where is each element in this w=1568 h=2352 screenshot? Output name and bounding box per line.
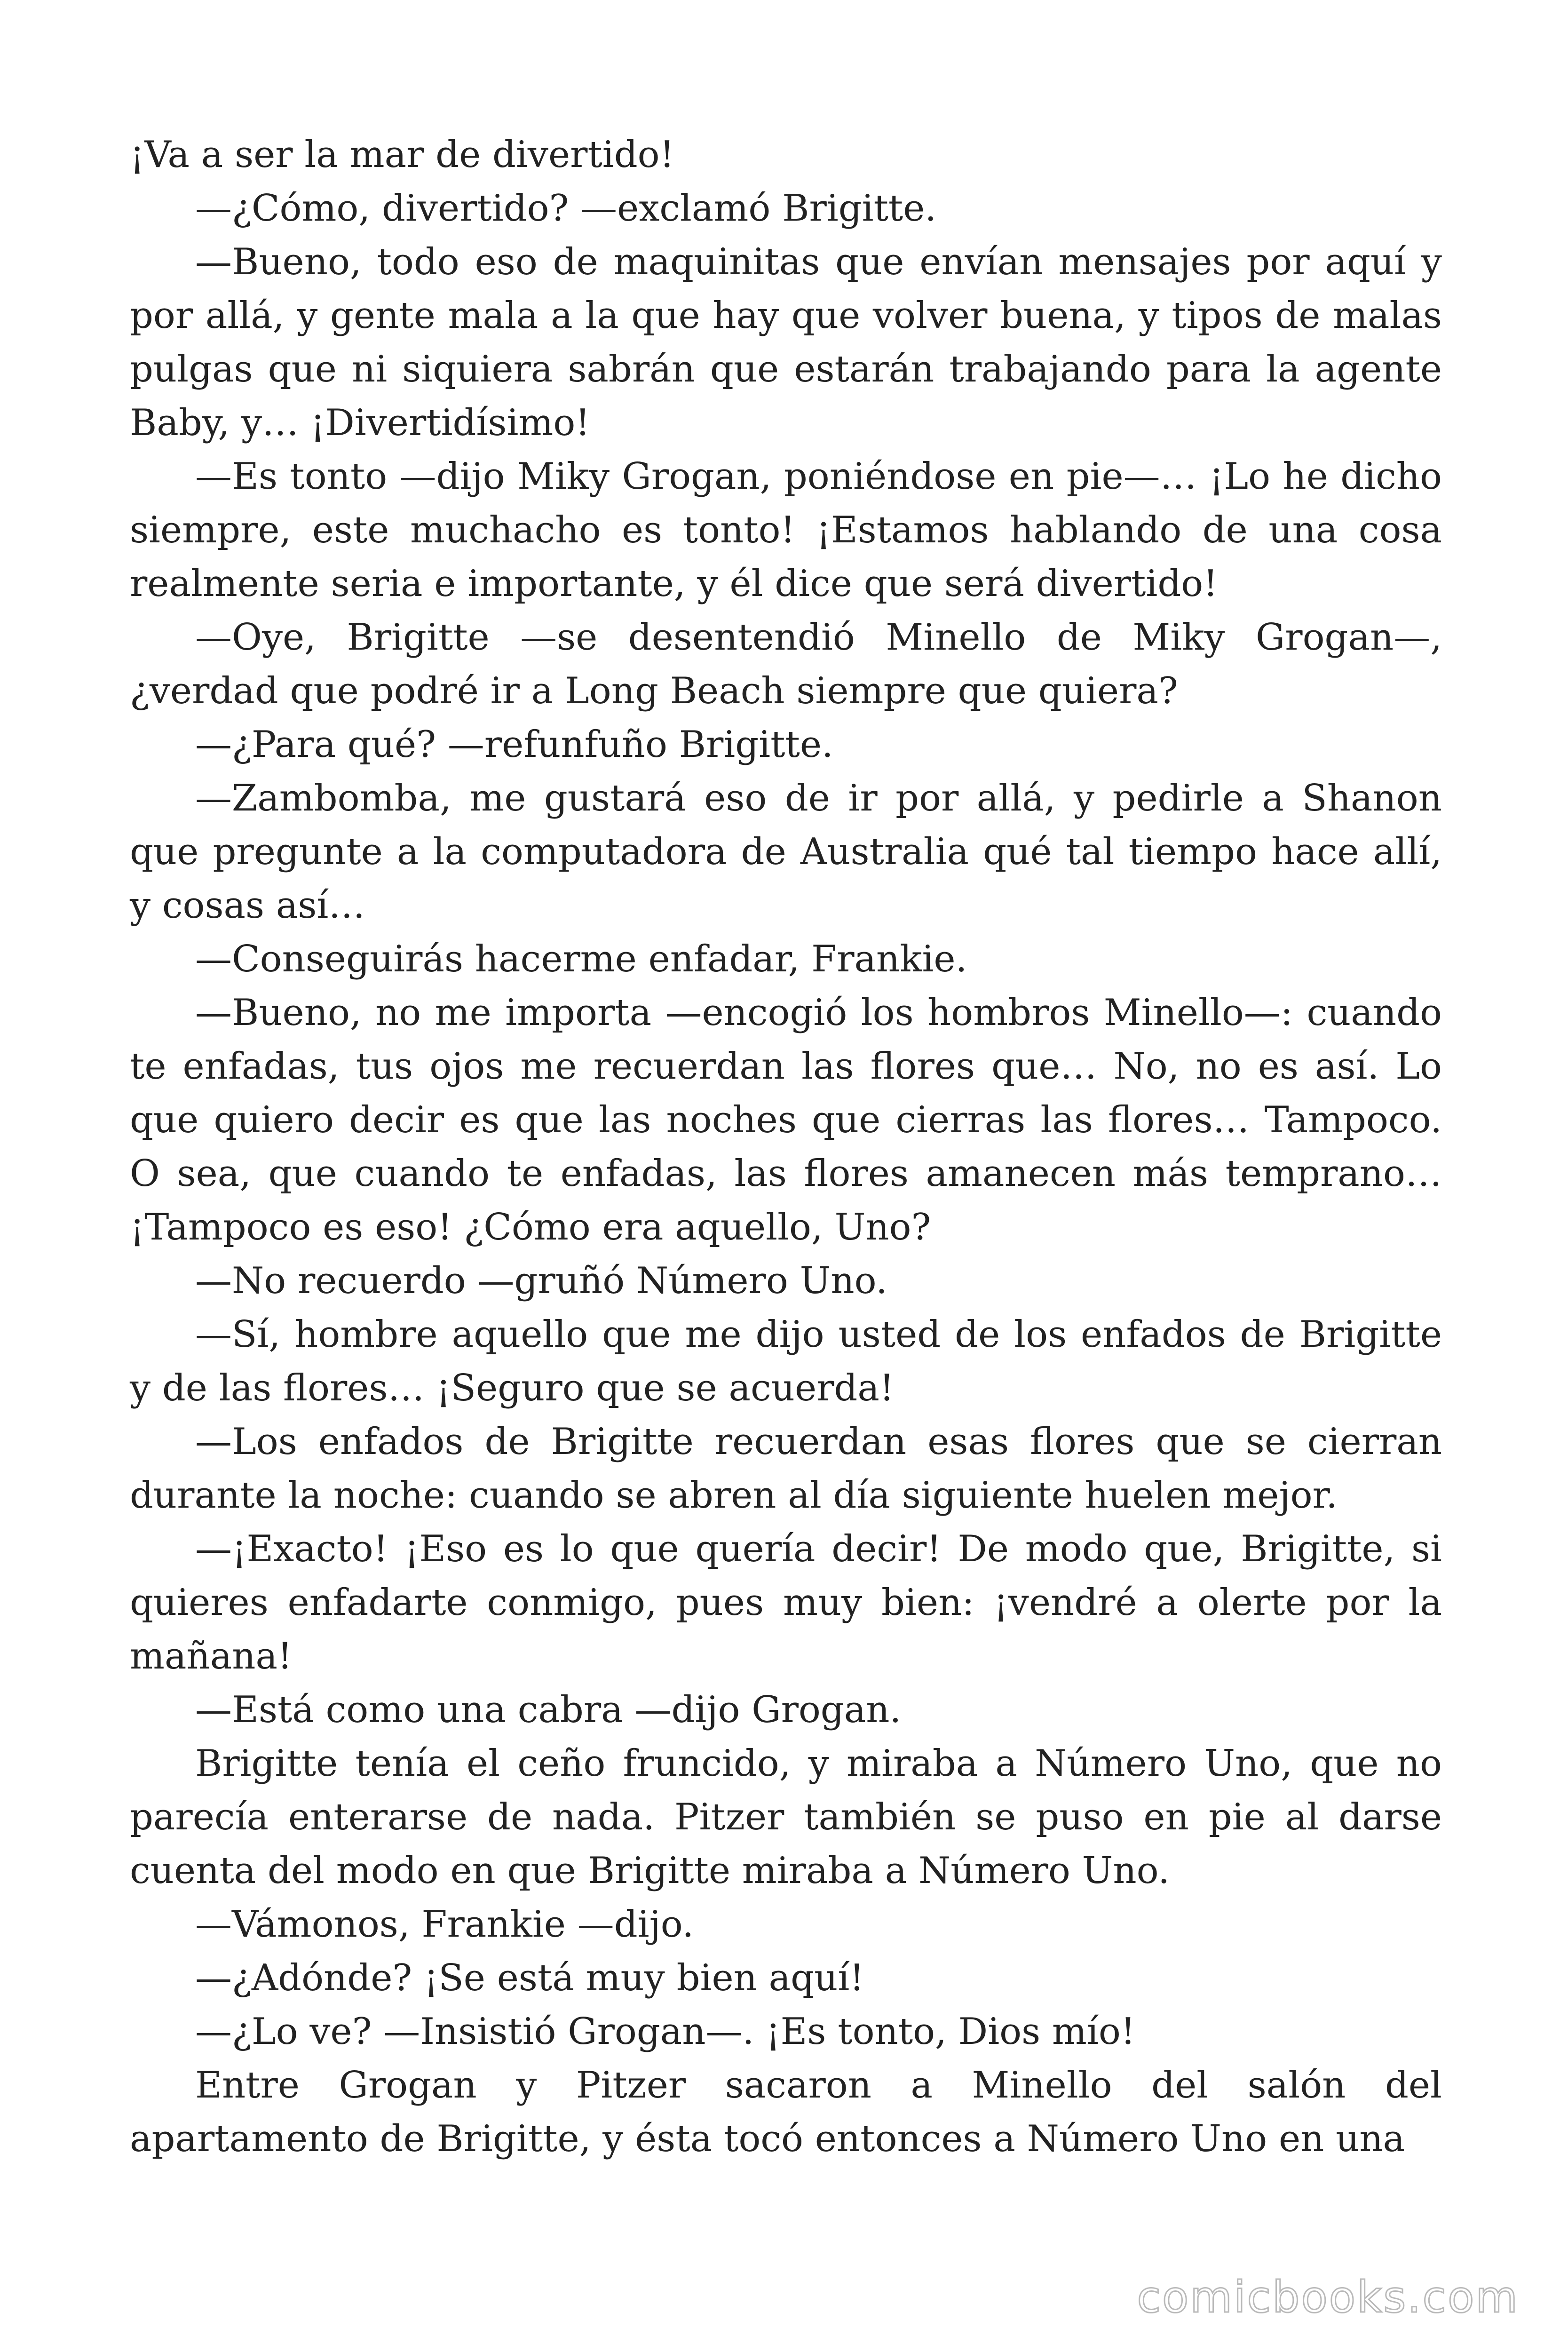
watermark: comicbooks.com bbox=[1137, 2272, 1519, 2322]
paragraph-4: —Oye, Brigitte —se desentendió Minello de Miky Grogan—, ¿verdad que podré ir a Long Beach siempre que quiera? bbox=[130, 616, 1442, 712]
paragraph-3: —Es tonto —dijo Miky Grogan, poniéndose en pie—… ¡Lo he dicho siempre, este muchacho es tonto! ¡Estamos hablando de una cosa realmente seria e importante, y él dice que será divertido! bbox=[130, 455, 1442, 605]
paragraph-7: —Conseguirás hacerme enfadar, Frankie. bbox=[195, 938, 967, 980]
paragraph-11: —Los enfados de Brigitte recuerdan esas flores que se cierran durante la noche: cuando se abren al día siguiente huelen mejor. bbox=[130, 1421, 1442, 1517]
paragraph-2: —Bueno, todo eso de maquinitas que envían mensajes por aquí y por allá, y gente mala a la que hay que volver buena, y tipos de malas pulgas que ni siquiera sabrán que estarán trabajando para la agente Baby, y… ¡Divertidísimo! bbox=[130, 241, 1442, 444]
paragraph-10: —Sí, hombre aquello que me dijo usted de los enfados de Brigitte y de las flores… ¡Seguro que se acuerda! bbox=[130, 1313, 1442, 1409]
body-text bbox=[130, 128, 1442, 2166]
paragraph-18: Entre Grogan y Pitzer sacaron a Minello del salón del apartamento de Brigitte, y ésta tocó entonces a Número Uno en una bbox=[130, 2064, 1442, 2160]
paragraph-14: Brigitte tenía el ceño fruncido, y miraba a Número Uno, que no parecía enterarse de nada. Pitzer también se puso en pie al darse cuenta del modo en que Brigitte miraba a Número Uno. bbox=[130, 1742, 1442, 1892]
paragraph-0: ¡Va a ser la mar de divertido! bbox=[130, 134, 674, 176]
paragraph-5: —¿Para qué? —refunfuño Brigitte. bbox=[195, 723, 833, 766]
paragraph-9: —No recuerdo —gruñó Número Uno. bbox=[195, 1260, 887, 1302]
paragraph-1: —¿Cómo, divertido? —exclamó Brigitte. bbox=[195, 187, 937, 230]
paragraph-12: —¡Exacto! ¡Eso es lo que quería decir! De modo que, Brigitte, si quieres enfadarte conmigo, pues muy bien: ¡vendré a olerte por la mañana! bbox=[130, 1528, 1442, 1677]
paragraph-15: —Vámonos, Frankie —dijo. bbox=[195, 1903, 694, 1946]
paragraph-13: —Está como una cabra —dijo Grogan. bbox=[195, 1689, 902, 1731]
paragraph-16: —¿Adónde? ¡Se está muy bien aquí! bbox=[195, 1957, 864, 1999]
paragraph-8: —Bueno, no me importa —encogió los hombros Minello—: cuando te enfadas, tus ojos me recuerdan las flores que… No, no es así. Lo que quiero decir es que las noches que cierras las flores… Tampoco. O sea, que cuando te enfadas, las flores amanecen más temprano… ¡Tampoco es eso! ¿Cómo era aquello, Uno? bbox=[130, 992, 1442, 1248]
paragraph-17: —¿Lo ve? —Insistió Grogan—. ¡Es tonto, Dios mío! bbox=[195, 2010, 1136, 2053]
paragraph-6: —Zambomba, me gustará eso de ir por allá, y pedirle a Shanon que pregunte a la computadora de Australia qué tal tiempo hace allí, y cosas así… bbox=[130, 777, 1442, 927]
